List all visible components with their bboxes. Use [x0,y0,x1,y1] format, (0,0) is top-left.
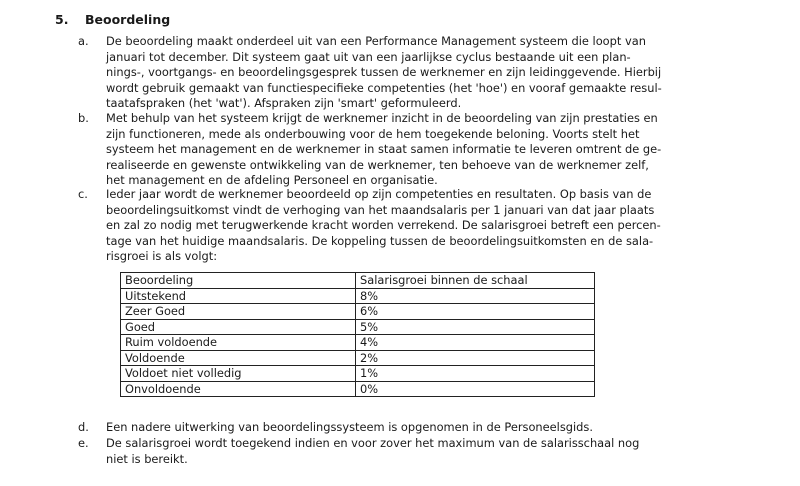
table-cell-growth: 8% [356,288,595,304]
grading-table [120,272,595,397]
table-header-cell: Beoordeling [121,273,356,289]
table-cell-grade: Zeer Goed [121,304,356,320]
list-item-e [78,436,728,467]
table-cell-growth: 6% [356,304,595,320]
paragraph-line: wordt gebruik gemaakt van functiespecifieke competenties (het 'hoe') en vooraf gemaakte resul- [106,80,662,95]
table-cell-growth: 0% [356,381,595,397]
paragraph-line: Een nadere uitwerking van beoordelingssysteem is opgenomen in de Personeelsgids. [106,420,593,434]
paragraph-line: De beoordeling maakt onderdeel uit van een Performance Management systeem die loopt van [106,34,646,48]
list-marker: e. [78,436,89,450]
paragraph-line: systeem het management en de werknemer in staat samen informatie te leveren omtrent de ge- [106,142,662,157]
section-title: Beoordeling [85,12,171,27]
table-row [121,366,595,382]
table-header-cell: Salarisgroei binnen de schaal [356,273,595,289]
table-cell-growth: 5% [356,319,595,335]
list-marker: c. [78,187,88,201]
table-row [121,335,595,351]
paragraph-line: tage van het huidige maandsalaris. De koppeling tussen de beoordelingsuitkomsten en de sala- [106,233,654,248]
table-row [121,288,595,304]
list-item-a [78,34,728,112]
table-cell-grade: Ruim voldoende [121,335,356,351]
table-cell-growth: 4% [356,335,595,351]
paragraph-line: januari tot december. Dit systeem gaat uit van een jaarlijkse cyclus bestaande uit een plan- [106,49,631,64]
list-item-d [78,420,728,436]
list-item-c [78,187,728,265]
table-row [121,381,595,397]
paragraph-line: het management en de afdeling Personeel en organisatie. [106,173,438,188]
section-number: 5. [55,12,69,27]
table-row [121,319,595,335]
list-marker: d. [78,420,89,434]
table-header-row [121,273,595,289]
table-row [121,304,595,320]
table-cell-grade: Onvoldoende [121,381,356,397]
table-cell-grade: Voldoet niet volledig [121,366,356,382]
paragraph-line: taatafspraken (het 'wat'). Afspraken zijn 'smart' geformuleerd. [106,96,462,111]
table-cell-growth: 1% [356,366,595,382]
list-item-b [78,111,728,189]
paragraph-line: Met behulp van het systeem krijgt de werknemer inzicht in de beoordeling van zijn prestaties en [106,111,658,125]
table-row [121,350,595,366]
paragraph-line: realiseerde en gewenste ontwikkeling van de werknemer, ten behoeve van de werknemer zelf, [106,157,649,172]
list-marker: b. [78,111,89,125]
paragraph-line: en zal zo nodig met terugwerkende kracht worden verrekend. De salarisgroei betreft een percen- [106,218,661,233]
table-cell-grade: Voldoende [121,350,356,366]
table-cell-growth: 2% [356,350,595,366]
paragraph-line: niet is bereikt. [106,451,188,466]
paragraph-line: beoordelingsuitkomst vindt de verhoging van het maandsalaris per 1 januari van dat jaar plaats [106,202,655,217]
table-cell-grade: Goed [121,319,356,335]
paragraph-line: De salarisgroei wordt toegekend indien en voor zover het maximum van de salarisschaal nog [106,436,640,450]
paragraph-line: nings-, voortgangs- en beoordelingsgesprek tussen de werknemer en zijn leidinggevende. Hierbij [106,65,662,80]
paragraph-line: zijn functioneren, mede als onderbouwing voor de hem toegekende beloning. Voorts stelt het [106,126,640,141]
paragraph-line: risgroei is als volgt: [106,249,218,264]
paragraph-line: Ieder jaar wordt de werknemer beoordeeld op zijn competenties en resultaten. Op basis van de [106,187,652,201]
section-heading [55,12,170,27]
table-cell-grade: Uitstekend [121,288,356,304]
list-marker: a. [78,34,89,48]
